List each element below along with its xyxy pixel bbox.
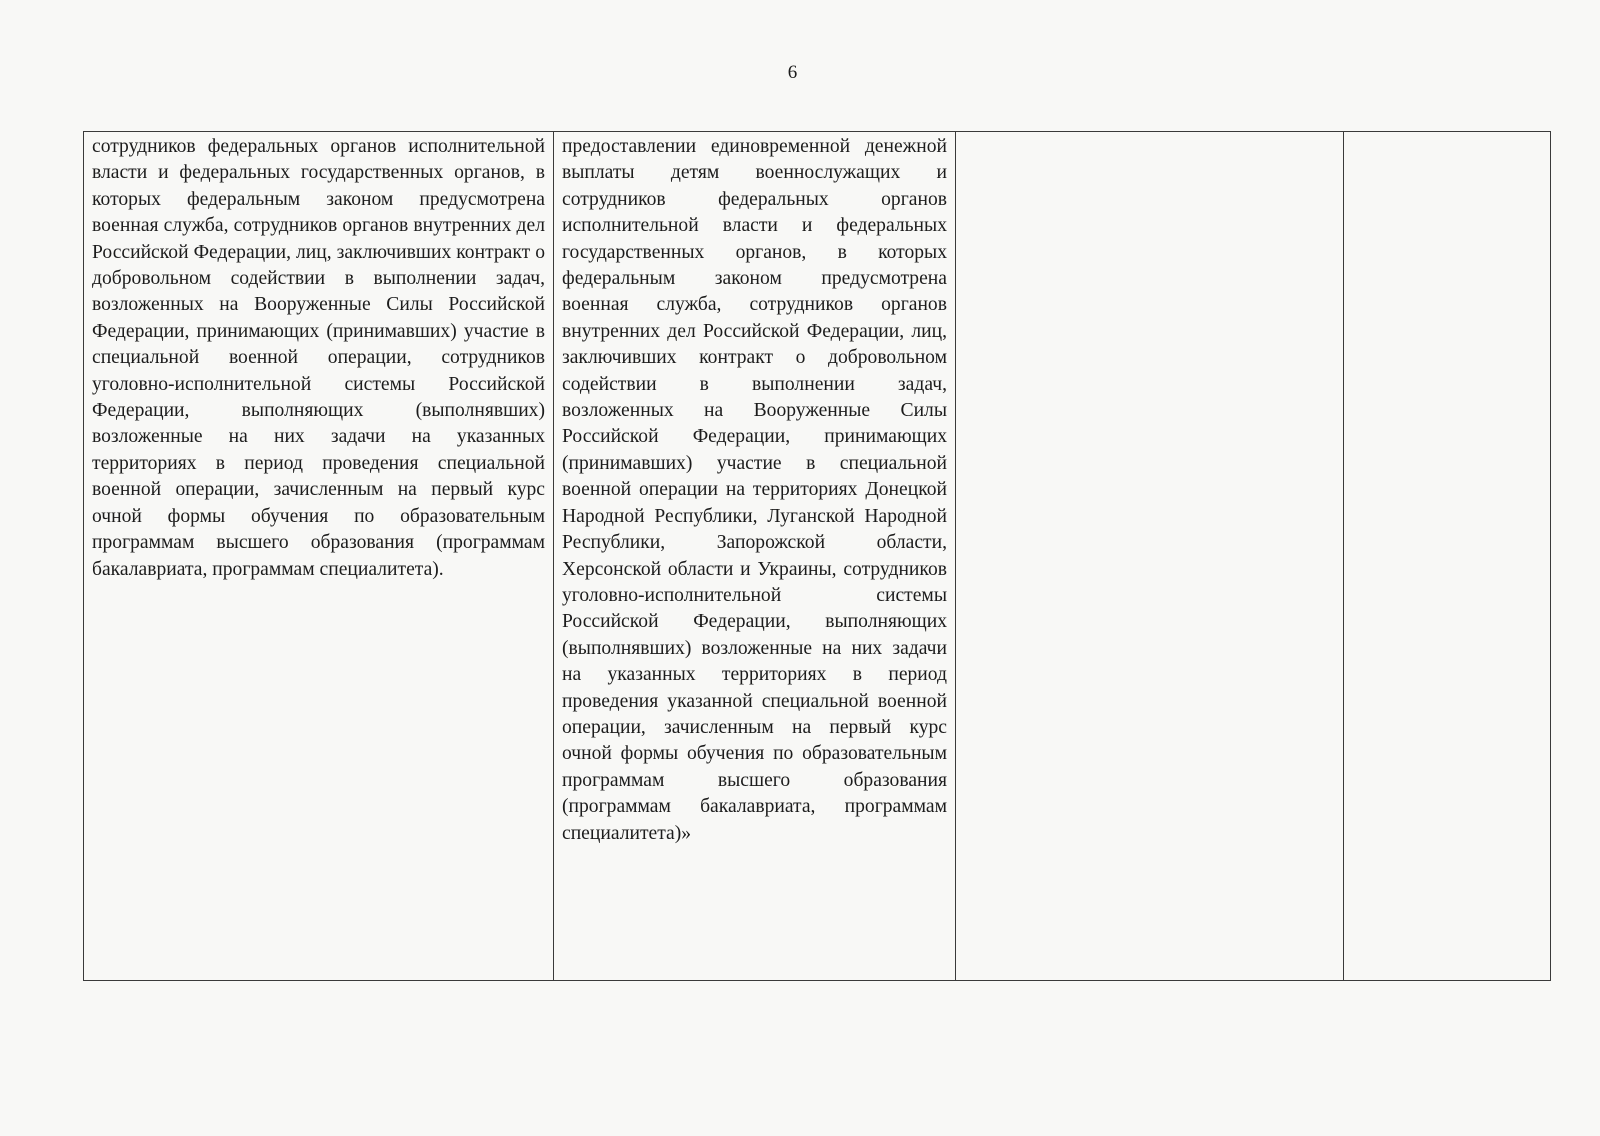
table-cell-col1: [84, 132, 554, 981]
cell-text-col1: сотрудников федеральных органов исполнительной власти и федеральных государственных органов, в которых федеральным законом предусмотрена военная служба, сотрудников органов внутренних дел Российской Федерации, лиц, заключивших контракт о добровольном содействии в выполнении задач, возложенных на Вооруженные Силы Российской Федерации, принимающих (принимавших) участие в специальной военной операции, сотрудников уголовно-исполнительной системы Российской Федерации, выполняющих (выполнявших) возложенные на них задачи на указанных территориях в период проведения специальной военной операции, зачисленным на первый курс очной формы обучения по образовательным программам высшего образования (программам бакалавриата, программам специалитета).: [92, 136, 545, 580]
cell-text-col2: предоставлении единовременной денежной выплаты детям военнослужащих и сотрудников федеральных органов исполнительной власти и федеральных государственных органов, в которых федеральным законом предусмотрена военная служба, сотрудников органов внутренних дел Российской Федерации, лиц, заключивших контракт о добровольном содействии в выполнении задач, возложенных на Вооруженные Силы Российской Федерации, принимающих (принимавших) участие в специальной военной операции на территориях Донецкой Народной Республики, Луганской Народной Республики, Запорожской области, Херсонской области и Украины, сотрудников уголовно-исполнительной системы Российской Федерации, выполняющих (выполнявших) возложенные на них задачи на указанных территориях в период проведения указанной специальной военной операции, зачисленным на первый курс очной формы обучения по образовательным программам высшего образования (программам бакалавриата, программам специалитета)»: [562, 136, 947, 844]
table-cell-col2: [554, 132, 956, 981]
table-cell-col3: [956, 132, 1344, 981]
document-table: [83, 131, 1551, 981]
table-row: [84, 132, 1551, 981]
table-cell-col4: [1344, 132, 1551, 981]
page-number: 6: [787, 62, 798, 83]
